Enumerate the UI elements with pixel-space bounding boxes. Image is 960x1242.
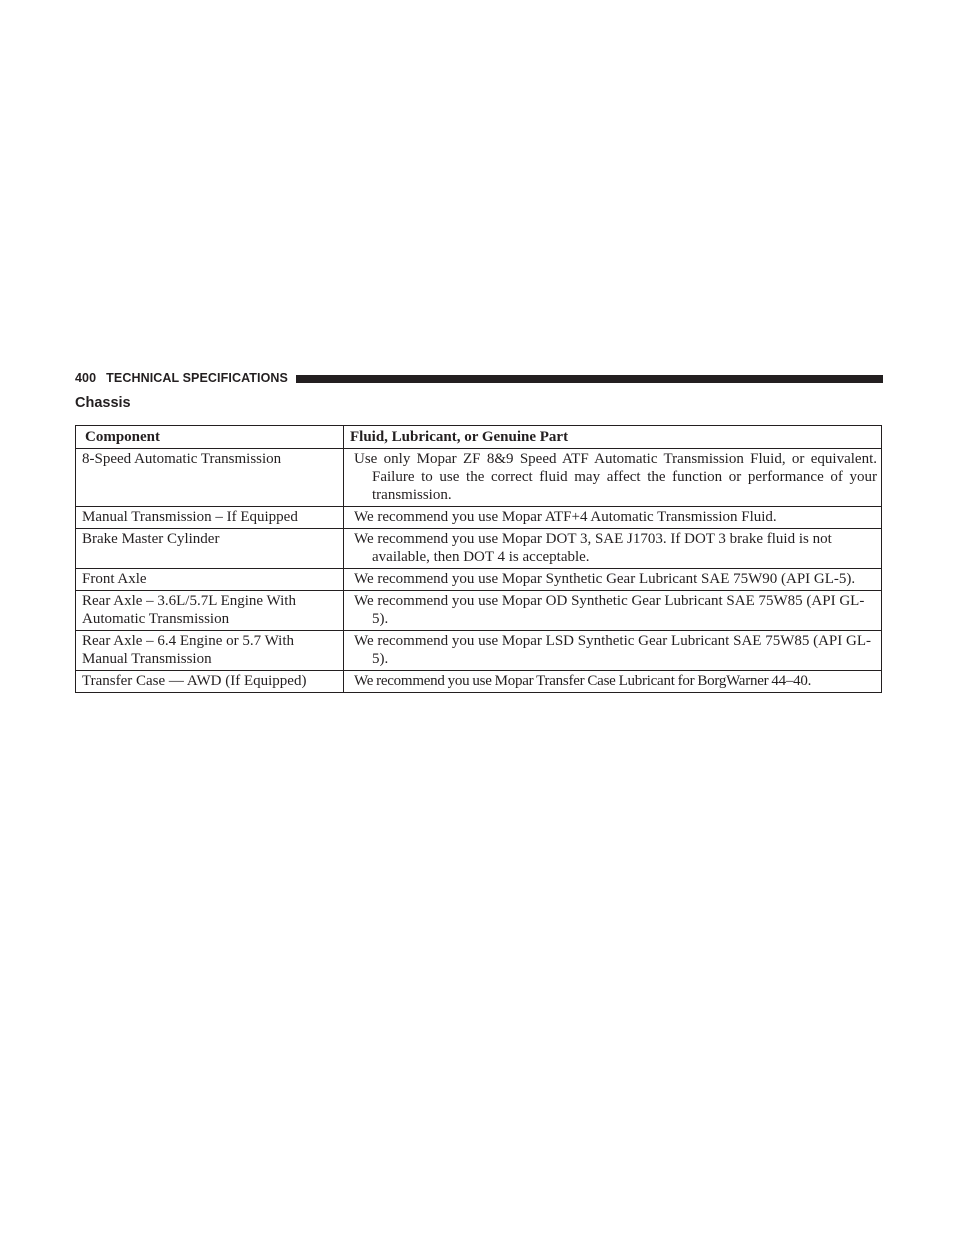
table-row [76,591,882,631]
fluid-cell [344,569,882,591]
fluid-text: We recommend you use Mopar DOT 3, SAE J1703. If DOT 3 brake fluid is not available, then DOT 4 is acceptable. [354,531,832,565]
fluid-cell [344,591,882,631]
table-row [76,529,882,569]
fluid-text: We recommend you use Mopar LSD Synthetic Gear Lubricant SAE 75W85 (API GL-5). [354,633,872,667]
chassis-fluids-table [75,425,882,693]
table-row [76,569,882,591]
fluid-text: We recommend you use Mopar Transfer Case Lubricant for BorgWarner 44–40. [354,673,812,689]
page-header [75,370,883,386]
table-row [76,507,882,529]
component-cell: Manual Transmission – If Equipped [76,507,344,529]
fluid-cell [344,529,882,569]
component-cell: Rear Axle – 6.4 Engine or 5.7 With Manual Transmission [76,631,344,671]
fluid-cell [344,507,882,529]
page-number: 400 [75,371,97,385]
component-cell: 8-Speed Automatic Transmission [76,449,344,507]
section-name: TECHNICAL SPECIFICATIONS [106,371,288,385]
section-title: Chassis [75,395,131,411]
table-row [76,631,882,671]
component-cell: Transfer Case — AWD (If Equipped) [76,671,344,693]
fluid-cell [344,671,882,693]
header-rule [296,375,883,383]
table-header-row [76,426,882,449]
fluid-text: We recommend you use Mopar OD Synthetic Gear Lubricant SAE 75W85 (API GL-5). [354,593,865,627]
fluid-text: We recommend you use Mopar Synthetic Gear Lubricant SAE 75W90 (API GL-5). [354,571,856,587]
table-row [76,449,882,507]
column-header-fluid: Fluid, Lubricant, or Genuine Part [344,426,882,449]
component-cell: Brake Master Cylinder [76,529,344,569]
table-row [76,671,882,693]
fluid-text: Use only Mopar ZF 8&9 Speed ATF Automatic Transmission Fluid, or equivalent. Failure to use the correct fluid may affect the function or performance of your transmission. [354,451,877,503]
column-header-component: Component [76,426,344,449]
fluid-cell [344,449,882,507]
component-cell: Rear Axle – 3.6L/5.7L Engine With Automatic Transmission [76,591,344,631]
fluid-text: We recommend you use Mopar ATF+4 Automatic Transmission Fluid. [354,509,777,525]
fluid-cell [344,631,882,671]
component-cell: Front Axle [76,569,344,591]
